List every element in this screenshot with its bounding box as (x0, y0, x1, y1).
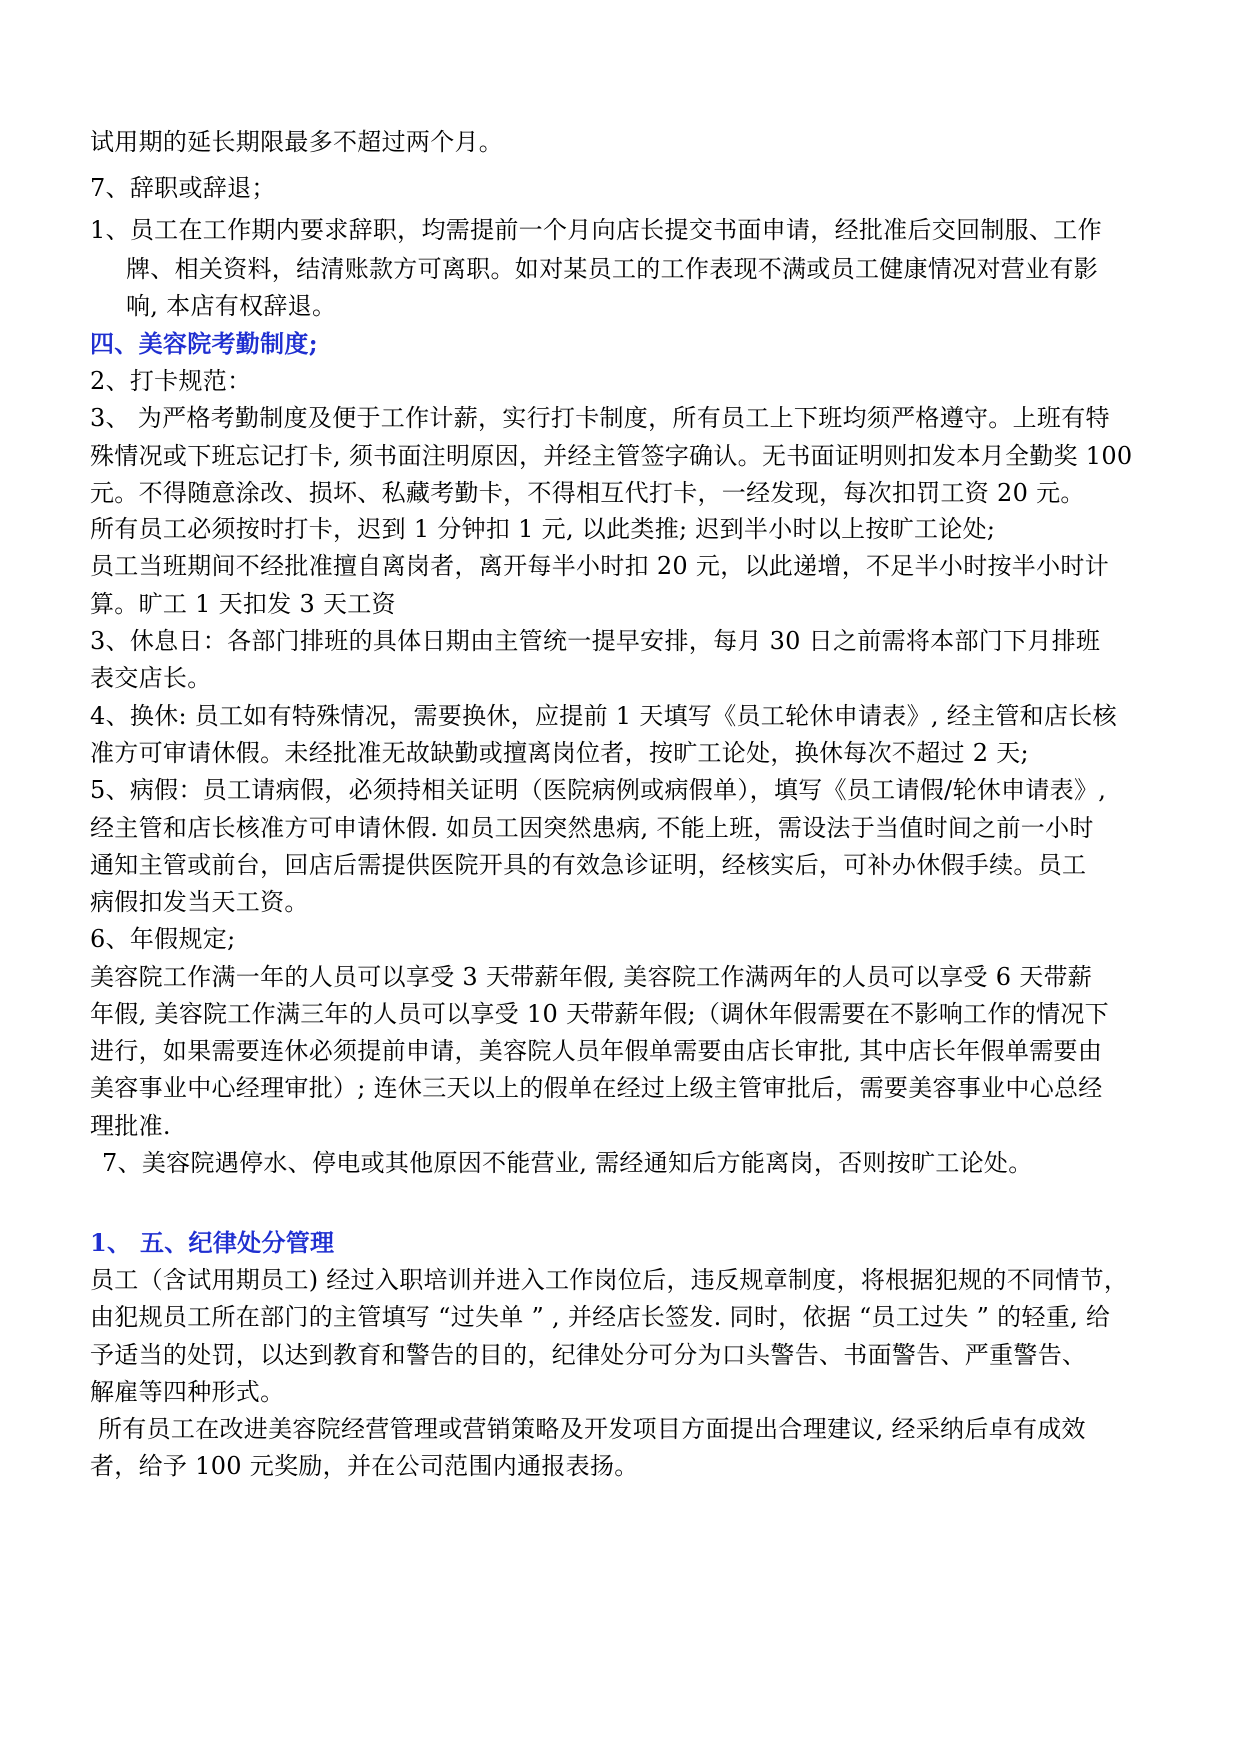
paragraph-line: 者，给予 100 元奖励，并在公司范围内通报表扬。 (90, 1452, 639, 1480)
paragraph-line: 所有员工在改进美容院经营管理或营销策略及开发项目方面提出合理建议, 经采纳后卓有成效 (98, 1415, 1086, 1443)
section-heading: 1、 五、纪律处分管理 (90, 1228, 335, 1257)
paragraph-line: 美容事业中心经理审批）; 连休三天以上的假单在经过上级主管审批后，需要美容事业中心总经 (90, 1074, 1103, 1102)
section-heading: 四、美容院考勤制度; (90, 329, 318, 358)
paragraph-line: 试用期的延长期限最多不超过两个月。 (90, 128, 504, 156)
paragraph-line: 进行，如果需要连休必须提前申请，美容院人员年假单需要由店长审批, 其中店长年假单需要由 (90, 1037, 1103, 1065)
paragraph-line: 响, 本店有权辞退。 (126, 292, 337, 320)
paragraph-line: 员工（含试用期员工) 经过入职培训并进入工作岗位后，违反规章制度，将根据犯规的不同情节， (90, 1266, 1129, 1294)
paragraph-line: 牌、相关资料，结清账款方可离职。如对某员工的工作表现不满或员工健康情况对营业有影 (126, 255, 1098, 283)
paragraph-line: 7、美容院遇停水、停电或其他原因不能营业, 需经通知后方能离岗，否则按旷工论处。 (102, 1149, 1033, 1177)
paragraph-line: 元。不得随意涂改、损坏、私藏考勤卡，不得相互代打卡，一经发现，每次扣罚工资 20 元。 (90, 479, 1085, 507)
paragraph-line: 解雇等四种形式。 (90, 1378, 285, 1406)
paragraph-line: 美容院工作满一年的人员可以享受 3 天带薪年假, 美容院工作满两年的人员可以享受 6 天带薪 (90, 963, 1093, 991)
section-item-title: 2、打卡规范： (90, 367, 252, 395)
paragraph-line: 员工当班期间不经批准擅自离岗者，离开每半小时扣 20 元，以此递增，不足半小时按半小时计 (90, 552, 1109, 580)
paragraph-line: 1、员工在工作期内要求辞职，均需提前一个月向店长提交书面申请，经批准后交回制服、工作 (90, 216, 1102, 244)
paragraph-line: 5、病假：员工请病假，必须持相关证明（医院病例或病假单），填写《员工请假/轮休申请表》, (90, 776, 1107, 804)
paragraph-line: 年假, 美容院工作满三年的人员可以享受 10 天带薪年假;（调休年假需要在不影响工作的情况下 (90, 1000, 1109, 1028)
paragraph-line: 4、换休: 员工如有特殊情况，需要换休，应提前 1 天填写《员工轮休申请表》, 经主管和店长核 (90, 702, 1117, 730)
paragraph-line: 予适当的处罚，以达到教育和警告的目的，纪律处分可分为口头警告、书面警告、严重警告、 (90, 1341, 1087, 1369)
paragraph-line: 所有员工必须按时打卡，迟到 1 分钟扣 1 元, 以此类推; 迟到半小时以上按旷工论处; (90, 515, 996, 543)
paragraph-line: 3、 为严格考勤制度及便于工作计薪，实行打卡制度，所有员工上下班均须严格遵守。上班有特 (90, 404, 1110, 432)
paragraph-line: 经主管和店长核准方可申请休假. 如员工因突然患病, 不能上班，需设法于当值时间之前一小时 (90, 814, 1094, 842)
paragraph-line: 3、休息日：各部门排班的具体日期由主管统一提早安排，每月 30 日之前需将本部门下月排班 (90, 627, 1101, 655)
section-item-title: 7、辞职或辞退； (90, 174, 276, 202)
paragraph-line: 病假扣发当天工资。 (90, 888, 309, 916)
section-item-title: 6、年假规定; (90, 925, 236, 953)
paragraph-line: 准方可审请休假。未经批准无故缺勤或擅离岗位者，按旷工论处，换休每次不超过 2 天; (90, 739, 1029, 767)
paragraph-line: 通知主管或前台，回店后需提供医院开具的有效急诊证明，经核实后，可补办休假手续。员工 (90, 851, 1087, 879)
paragraph-line: 算。旷工 1 天扣发 3 天工资 (90, 590, 396, 618)
paragraph-line: 由犯规员工所在部门的主管填写 “过失单 ” , 并经店长签发. 同时，依据 “员工过失 ” 的轻重, 给 (90, 1303, 1111, 1331)
paragraph-line: 理批准. (90, 1112, 171, 1140)
paragraph-line: 表交店长。 (90, 664, 212, 692)
paragraph-line: 殊情况或下班忘记打卡, 须书面注明原因，并经主管签字确认。无书面证明则扣发本月全勤奖 100 (90, 442, 1133, 470)
